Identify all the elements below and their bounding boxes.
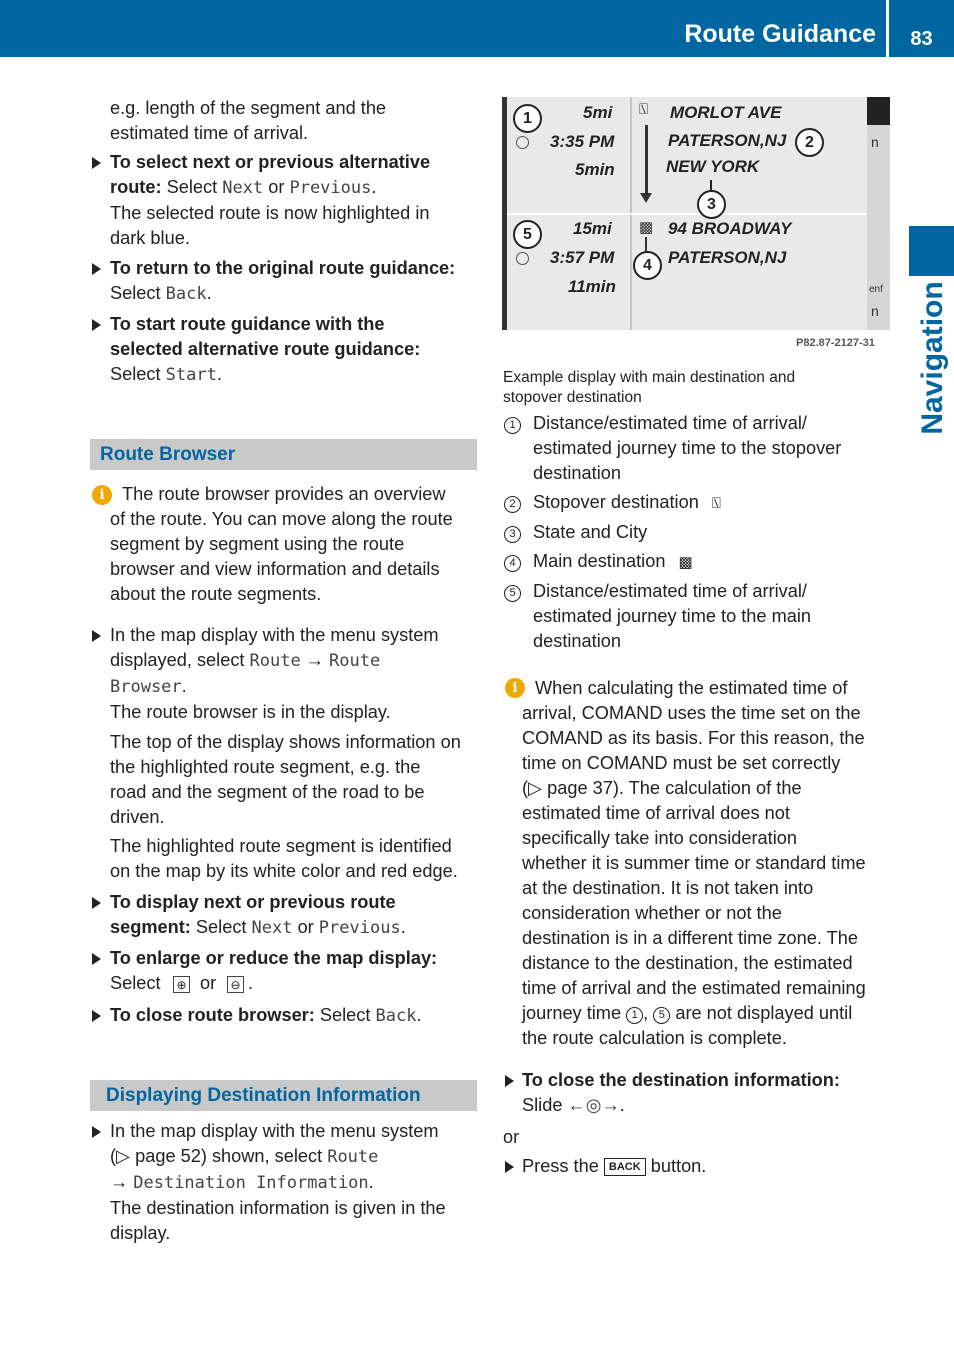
info-arrival-time: When calculating the estimated time of arrival, COMAND uses the time set on the COMAND as its basis. For this reason, the time on COMAND must be set correctly (▷ page 37). The calculation of the estimated time of arrival does not specifically take into consideration whether it is summer time or standard time at the destination. It is not taken into consideration whether or not the destination is in a different time zone. The distance to the destination, the estimated time of arrival and the estimated remaining journey time 1 , 5 are not displayed until the route calculation is complete.: [522, 678, 866, 1048]
page-header: [0, 0, 954, 57]
destination-flag-icon: ▩: [678, 554, 693, 571]
marker-1: 1: [513, 104, 542, 133]
stopover-journey-time: 5min: [575, 160, 615, 179]
bullet-arrow: [92, 1126, 101, 1138]
section-heading-route-browser: Route Browser: [90, 439, 477, 470]
step-next-previous-segment: To display next or previous route segment: Select Next or Previous.: [110, 892, 406, 938]
main-distance: 15mi: [573, 219, 612, 238]
step-close-browser: To close route browser: Select Back.: [110, 1005, 422, 1026]
legend-num-3: 3: [504, 526, 521, 543]
zoom-out-icon: ⊖: [227, 976, 244, 993]
marker-4: 4: [633, 251, 662, 280]
image-code: P82.87-2127-31: [796, 337, 875, 349]
map-edge: [867, 97, 890, 330]
stopover-arrival-time: 3:35 PM: [550, 132, 615, 151]
map-edge-text: n: [871, 303, 879, 319]
info-icon: i: [92, 485, 112, 505]
bullet-arrow: [92, 953, 101, 965]
legend-num-1: 1: [504, 417, 521, 434]
stopover-flag-icon: ⍂: [711, 495, 721, 512]
intro-text: e.g. length of the segment and the estimated time of arrival.: [110, 98, 387, 143]
stopover-distance: 5mi: [583, 103, 613, 122]
marker-2: 2: [795, 128, 824, 157]
legend-item-1: Distance/estimated time of arrival/ estimated journey time to the stopover destination: [533, 413, 842, 483]
step-zoom-map: To enlarge or reduce the map display: Select: [110, 948, 438, 993]
clock-icon: [516, 136, 529, 149]
marker-3: 3: [697, 190, 726, 219]
info-icon: i: [505, 678, 525, 698]
legend-num-4: 4: [504, 555, 521, 572]
clock-icon: [516, 252, 529, 265]
stopover-flag-icon: ⍂: [639, 101, 649, 118]
legend-item-5: Distance/estimated time of arrival/ estimated journey time to the main destination: [533, 581, 811, 651]
legend-item-3: State and City: [533, 522, 648, 542]
bullet-arrow: [505, 1161, 514, 1173]
bullet-arrow: [92, 263, 101, 275]
bullet-arrow: [92, 630, 101, 642]
bullet-arrow: [505, 1075, 514, 1087]
destination-flag-icon: ▩: [639, 219, 654, 236]
stopover-street: MORLOT AVE: [670, 103, 782, 122]
zoom-or-text: or: [200, 973, 217, 993]
step-start-guidance: To start route guidance with the selected alternative route guidance: Select Start.: [110, 314, 421, 385]
legend-num-2: 2: [504, 496, 521, 513]
main-street: 94 BROADWAY: [668, 219, 792, 238]
map-edge-text: enf: [869, 284, 883, 295]
marker-5: 5: [513, 220, 542, 249]
main-journey-time: 11min: [568, 277, 616, 296]
legend-item-2: Stopover destination ⍂: [533, 492, 721, 512]
step-open-destination-info: In the map display with the menu system (▷ page 52) shown, select Route → Destination Information. The destination information is given in the display.: [110, 1121, 446, 1243]
map-edge-text: n: [871, 134, 879, 150]
legend-num-5: 5: [504, 585, 521, 602]
main-arrival-time: 3:57 PM: [550, 248, 615, 267]
destination-display-screenshot: [502, 97, 890, 330]
bullet-arrow: [92, 897, 101, 909]
legend-item-4: Main destination ▩: [533, 551, 693, 571]
route-line: [645, 125, 648, 197]
stopover-city: PATERSON,NJ: [668, 131, 787, 150]
stopover-state: NEW YORK: [666, 157, 760, 176]
page-number: 83: [910, 28, 933, 50]
bullet-arrow: [92, 157, 101, 169]
step-select-alternative: To select next or previous alternative route: Select Next or Previous. The selected route is now highlighted in dark blue.: [110, 152, 431, 248]
or-text: or: [503, 1127, 520, 1147]
section-title: Route Guidance: [684, 20, 876, 48]
bullet-arrow: [92, 319, 101, 331]
slide-controller-icon: ←◎→: [567, 1095, 620, 1115]
inline-num-5: 5: [653, 1007, 670, 1024]
back-key: BACK: [604, 1158, 646, 1176]
figure-caption: Example display with main destination and stopover destination: [503, 369, 796, 406]
step-open-route-browser: In the map display with the menu system displayed, select Route → Route Browser. The route browser is in the display. The top of the display shows information on the highlighted route segment, e.g. the road and the segment of the road to be driven. The highlighted route segment is identified on the map by its white color and red edge.: [110, 625, 461, 881]
inline-num-1: 1: [626, 1007, 643, 1024]
zoom-period: .: [248, 973, 254, 993]
side-tab-label: Navigation: [916, 281, 949, 435]
section-heading-destination-info: Displaying Destination Information: [90, 1080, 477, 1111]
step-press-back: Press the BACK button.: [522, 1156, 707, 1176]
step-return-original: To return to the original route guidance: Select Back.: [110, 258, 456, 304]
zoom-in-icon: ⊕: [173, 976, 190, 993]
side-tab-block: [909, 226, 954, 276]
bullet-arrow: [92, 1010, 101, 1022]
info-route-browser: The route browser provides an overview of the route. You can move along the route segment by segment using the route browser and view information and details about the route segments.: [110, 484, 453, 604]
main-city: PATERSON,NJ: [668, 248, 787, 267]
step-close-destination-info: To close the destination information: Slide ←◎→.: [522, 1070, 840, 1115]
